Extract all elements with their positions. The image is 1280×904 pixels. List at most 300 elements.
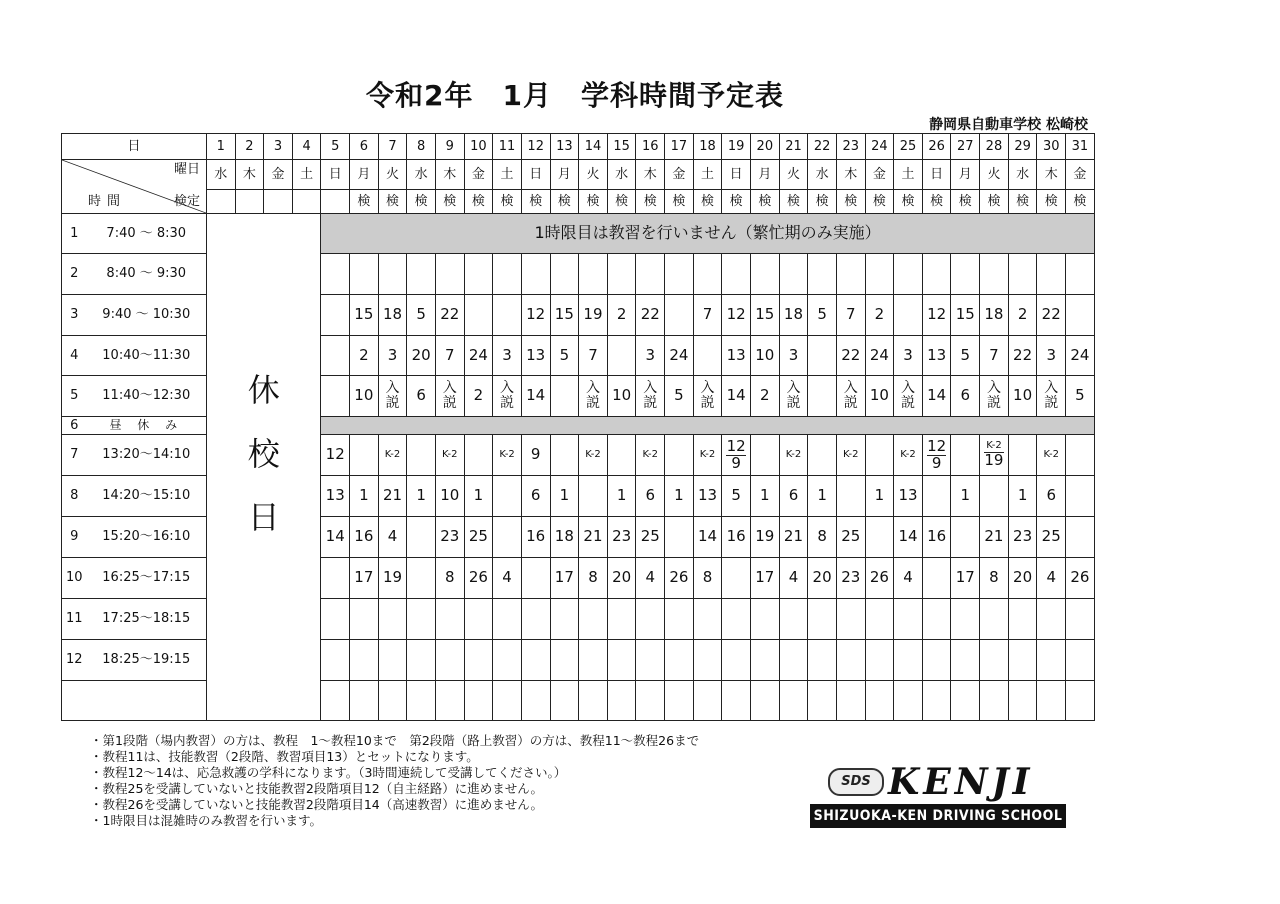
schedule-cell — [922, 681, 951, 721]
schedule-cell — [693, 336, 722, 376]
schedule-cell: 2 — [751, 376, 780, 417]
schedule-cell: 15 — [350, 295, 379, 336]
period-number: 9 — [62, 517, 87, 558]
schedule-cell: 2 — [350, 336, 379, 376]
cell-text: 説 — [700, 395, 715, 411]
schedule-cell: 6 — [1037, 476, 1066, 517]
weekday: 金 — [264, 160, 293, 190]
schedule-cell — [779, 640, 808, 681]
schedule-cell: 14 — [922, 376, 951, 417]
schedule-cell: 6 — [521, 476, 550, 517]
weekday: 水 — [407, 160, 436, 190]
period-time: 18:25～19:15 — [87, 640, 207, 681]
schedule-cell — [865, 599, 894, 640]
schedule-cell-split — [722, 435, 751, 476]
schedule-cell: 22 — [636, 295, 665, 336]
schedule-cell: 16 — [350, 517, 379, 558]
schedule-cell: 22 — [1008, 336, 1037, 376]
kentei-mark: 検 — [922, 190, 951, 214]
schedule-cell: 25 — [1037, 517, 1066, 558]
schedule-cell — [808, 681, 837, 721]
schedule-cell — [665, 681, 694, 721]
schedule-cell: 13 — [693, 476, 722, 517]
schedule-cell — [836, 681, 865, 721]
period-time: 8:40 ～ 9:30 — [87, 254, 207, 295]
schedule-cell — [665, 517, 694, 558]
schedule-cell — [579, 640, 608, 681]
cell-upper: 12 — [726, 436, 746, 455]
schedule-cell: 12 — [722, 295, 751, 336]
schedule-cell — [550, 599, 579, 640]
schedule-cell: K-2 — [636, 435, 665, 476]
weekday: 土 — [292, 160, 321, 190]
schedule-cell — [1008, 254, 1037, 295]
schedule-cell: 3 — [493, 336, 522, 376]
schedule-cell — [865, 640, 894, 681]
period-number — [62, 681, 87, 721]
schedule-cell — [579, 476, 608, 517]
schedule-cell — [1037, 681, 1066, 721]
day-number: 9 — [435, 134, 464, 160]
kentei-mark: 検 — [464, 190, 493, 214]
cell-text: 入 — [700, 380, 715, 397]
schedule-cell — [579, 599, 608, 640]
kentei-mark — [292, 190, 321, 214]
schedule-cell: 18 — [779, 295, 808, 336]
cell-text: 入 — [786, 380, 801, 397]
schedule-cell — [922, 640, 951, 681]
schedule-cell — [665, 295, 694, 336]
weekday: 水 — [1008, 160, 1037, 190]
schedule-cell: 5 — [665, 376, 694, 417]
schedule-cell — [894, 254, 923, 295]
schedule-cell — [550, 640, 579, 681]
schedule-cell — [350, 435, 379, 476]
kentei-mark — [264, 190, 293, 214]
note-item: ・第1段階（場内教習）の方は、教程 1～教程10まで 第2段階（路上教習）の方は、教程11～教程26まで — [90, 733, 700, 748]
period-time: 13:20～14:10 — [87, 435, 207, 476]
schedule-cell: 26 — [1066, 558, 1095, 599]
cell-text: 入 — [385, 380, 400, 397]
logo-kenji-text: KENJI — [888, 761, 1034, 803]
schedule-cell: 18 — [378, 295, 407, 336]
schedule-cell — [1008, 640, 1037, 681]
schedule-cell: 5 — [951, 336, 980, 376]
schedule-cell — [836, 254, 865, 295]
schedule-cell: 23 — [836, 558, 865, 599]
schedule-cell — [808, 336, 837, 376]
day-number: 21 — [779, 134, 808, 160]
schedule-cell: K-2 — [894, 435, 923, 476]
schedule-cell — [607, 435, 636, 476]
schedule-cell — [922, 254, 951, 295]
day-number: 1 — [207, 134, 236, 160]
weekday: 土 — [693, 160, 722, 190]
day-number: 5 — [321, 134, 350, 160]
schedule-cell: 23 — [435, 517, 464, 558]
period-number: 7 — [62, 435, 87, 476]
schedule-cell — [722, 599, 751, 640]
kentei-mark: 検 — [493, 190, 522, 214]
schedule-cell: 10 — [751, 336, 780, 376]
schedule-cell — [1066, 599, 1095, 640]
schedule-cell: 7 — [980, 336, 1009, 376]
schedule-cell — [779, 254, 808, 295]
schedule-cell: 4 — [378, 517, 407, 558]
schedule-cell: 17 — [751, 558, 780, 599]
cell-text: 説 — [901, 395, 916, 411]
schedule-cell: 14 — [894, 517, 923, 558]
closed-days-cell — [207, 214, 321, 721]
day-number: 26 — [922, 134, 951, 160]
schedule-cell — [407, 435, 436, 476]
kentei-mark: 検 — [350, 190, 379, 214]
schedule-cell: K-2 — [378, 435, 407, 476]
schedule-cell — [922, 599, 951, 640]
notes-list — [90, 733, 699, 829]
schedule-cell — [808, 640, 837, 681]
schedule-cell — [751, 681, 780, 721]
weekday: 月 — [951, 160, 980, 190]
kentei-mark: 検 — [550, 190, 579, 214]
kentei-mark: 検 — [1008, 190, 1037, 214]
weekday-label: 曜日 — [174, 162, 201, 177]
schedule-cell — [407, 254, 436, 295]
schedule-cell: 8 — [579, 558, 608, 599]
kentei-mark: 検 — [980, 190, 1009, 214]
schedule-cell: 20 — [808, 558, 837, 599]
kentei-mark — [235, 190, 264, 214]
schedule-cell: 4 — [636, 558, 665, 599]
day-number: 3 — [264, 134, 293, 160]
schedule-cell — [951, 681, 980, 721]
cell-text: 入 — [585, 380, 600, 397]
cell-text: 入 — [901, 380, 916, 397]
schedule-cell: 22 — [1037, 295, 1066, 336]
schedule-cell — [378, 254, 407, 295]
schedule-cell: 3 — [636, 336, 665, 376]
schedule-cell — [836, 640, 865, 681]
header-diagonal-cell — [62, 160, 207, 214]
weekday: 月 — [350, 160, 379, 190]
schedule-cell: 14 — [693, 517, 722, 558]
weekday: 火 — [779, 160, 808, 190]
schedule-cell: 1 — [1008, 476, 1037, 517]
schedule-cell-nyusetsu — [836, 376, 865, 417]
day-number: 18 — [693, 134, 722, 160]
schedule-cell — [951, 599, 980, 640]
kentei-mark: 検 — [808, 190, 837, 214]
schedule-cell — [808, 435, 837, 476]
schedule-cell-nyusetsu — [894, 376, 923, 417]
schedule-cell — [321, 558, 350, 599]
schedule-cell — [378, 640, 407, 681]
cell-text: 説 — [385, 395, 400, 411]
cell-text: 入 — [500, 380, 515, 397]
schedule-cell — [1066, 640, 1095, 681]
schedule-cell — [321, 640, 350, 681]
schedule-cell: K-2 — [1037, 435, 1066, 476]
schedule-cell: 4 — [779, 558, 808, 599]
note-item: ・教程26を受講していないと技能教習2段階項目14（高速教習）に進めません。 — [90, 797, 544, 812]
schedule-cell: 23 — [607, 517, 636, 558]
schedule-cell — [836, 599, 865, 640]
schedule-cell: 13 — [521, 336, 550, 376]
kentei-mark — [321, 190, 350, 214]
cell-text: 入 — [843, 380, 858, 397]
day-number: 15 — [607, 134, 636, 160]
schedule-cell — [464, 681, 493, 721]
cell-text: 説 — [986, 395, 1001, 411]
cell-upper: 12 — [927, 436, 947, 455]
schedule-table — [61, 133, 1095, 721]
note-item: ・教程11は、技能教習（2段階、教習項目13）とセットになります。 — [90, 749, 479, 764]
schedule-cell — [1008, 599, 1037, 640]
schedule-cell: 8 — [435, 558, 464, 599]
weekday: 日 — [521, 160, 550, 190]
schedule-cell: K-2 — [579, 435, 608, 476]
schedule-cell: 12 — [521, 295, 550, 336]
schedule-cell — [493, 254, 522, 295]
weekday: 土 — [894, 160, 923, 190]
schedule-cell: 6 — [636, 476, 665, 517]
schedule-cell: 4 — [493, 558, 522, 599]
schedule-cell — [550, 254, 579, 295]
weekday: 日 — [321, 160, 350, 190]
schedule-cell-split — [922, 435, 951, 476]
schedule-cell — [550, 435, 579, 476]
cell-text: 入 — [986, 380, 1001, 397]
schedule-cell — [951, 254, 980, 295]
day-number: 28 — [980, 134, 1009, 160]
schedule-cell — [493, 640, 522, 681]
schedule-cell: 14 — [722, 376, 751, 417]
schedule-cell — [579, 681, 608, 721]
weekday: 火 — [980, 160, 1009, 190]
schedule-cell — [350, 254, 379, 295]
schedule-cell — [521, 599, 550, 640]
schedule-cell: 17 — [350, 558, 379, 599]
schedule-cell: 6 — [407, 376, 436, 417]
period-number: 1 — [62, 214, 87, 254]
schedule-cell — [722, 640, 751, 681]
period-number: 12 — [62, 640, 87, 681]
schedule-cell-nyusetsu — [579, 376, 608, 417]
day-number: 13 — [550, 134, 579, 160]
schedule-cell — [1008, 681, 1037, 721]
schedule-cell — [321, 681, 350, 721]
weekday: 火 — [579, 160, 608, 190]
schedule-cell: 7 — [836, 295, 865, 336]
schedule-cell — [435, 681, 464, 721]
kentei-mark: 検 — [521, 190, 550, 214]
closed-day-char: 休 — [247, 371, 280, 409]
schedule-cell — [636, 640, 665, 681]
schedule-cell-nyusetsu — [435, 376, 464, 417]
lunch-band — [321, 417, 1094, 435]
schedule-cell — [1066, 476, 1095, 517]
schedule-cell: K-2 — [836, 435, 865, 476]
schedule-cell — [894, 599, 923, 640]
schedule-cell — [865, 435, 894, 476]
kentei-mark: 検 — [378, 190, 407, 214]
schedule-cell — [980, 599, 1009, 640]
period-number: 3 — [62, 295, 87, 336]
period-number: 2 — [62, 254, 87, 295]
kentei-mark: 検 — [407, 190, 436, 214]
schedule-cell — [693, 599, 722, 640]
schedule-cell — [1066, 681, 1095, 721]
schedule-cell — [779, 681, 808, 721]
schedule-cell — [607, 640, 636, 681]
day-number: 6 — [350, 134, 379, 160]
schedule-cell: 10 — [435, 476, 464, 517]
schedule-cell — [521, 254, 550, 295]
schedule-cell: 2 — [464, 376, 493, 417]
day-number: 4 — [292, 134, 321, 160]
schedule-cell: 9 — [521, 435, 550, 476]
schedule-cell: 25 — [836, 517, 865, 558]
note-item: ・教程25を受講していないと技能教習2段階項目12（自主経路）に進めません。 — [90, 781, 544, 796]
schedule-cell: 26 — [464, 558, 493, 599]
kentei-mark: 検 — [579, 190, 608, 214]
schedule-cell: 18 — [980, 295, 1009, 336]
schedule-cell — [1066, 295, 1095, 336]
school-name: 静岡県自動車学校 松崎校 — [929, 117, 1088, 133]
schedule-cell: 15 — [550, 295, 579, 336]
schedule-cell: 26 — [665, 558, 694, 599]
weekday: 水 — [207, 160, 236, 190]
cell-text: 説 — [442, 395, 457, 411]
schedule-cell: 21 — [980, 517, 1009, 558]
schedule-cell: 10 — [1008, 376, 1037, 417]
schedule-cell — [407, 640, 436, 681]
day-number: 23 — [836, 134, 865, 160]
schedule-cell — [894, 681, 923, 721]
schedule-cell: 1 — [607, 476, 636, 517]
schedule-cell: 5 — [808, 295, 837, 336]
schedule-cell: 5 — [722, 476, 751, 517]
day-number: 25 — [894, 134, 923, 160]
schedule-cell-nyusetsu — [378, 376, 407, 417]
schedule-cell-nyusetsu — [980, 376, 1009, 417]
schedule-cell: 1 — [665, 476, 694, 517]
schedule-cell — [808, 254, 837, 295]
kentei-mark: 検 — [1066, 190, 1095, 214]
schedule-cell — [493, 599, 522, 640]
schedule-cell: 7 — [579, 336, 608, 376]
schedule-cell: 12 — [922, 295, 951, 336]
schedule-cell: 13 — [922, 336, 951, 376]
schedule-cell: 3 — [894, 336, 923, 376]
closed-day-char: 日 — [247, 498, 280, 537]
schedule-cell — [321, 336, 350, 376]
day-number: 30 — [1037, 134, 1066, 160]
schedule-cell: 1 — [951, 476, 980, 517]
schedule-cell — [865, 517, 894, 558]
schedule-cell — [350, 640, 379, 681]
schedule-cell: 16 — [922, 517, 951, 558]
schedule-cell: 23 — [1008, 517, 1037, 558]
day-number: 17 — [665, 134, 694, 160]
weekday: 金 — [865, 160, 894, 190]
schedule-cell — [836, 476, 865, 517]
logo-school-bar: SHIZUOKA-KEN DRIVING SCHOOL — [810, 804, 1066, 828]
schedule-cell: 17 — [951, 558, 980, 599]
schedule-cell: 1 — [464, 476, 493, 517]
weekday: 金 — [1066, 160, 1095, 190]
schedule-cell: 20 — [1008, 558, 1037, 599]
cell-lower: 9 — [931, 453, 942, 472]
schedule-cell — [951, 640, 980, 681]
period-time: 9:40 ～ 10:30 — [87, 295, 207, 336]
schedule-cell — [464, 599, 493, 640]
sds-emblem: SDS — [828, 768, 884, 796]
schedule-cell — [636, 681, 665, 721]
schedule-cell: 22 — [836, 336, 865, 376]
schedule-cell — [865, 681, 894, 721]
kentei-mark: 検 — [665, 190, 694, 214]
weekday: 月 — [751, 160, 780, 190]
schedule-cell — [607, 336, 636, 376]
schedule-cell: 4 — [1037, 558, 1066, 599]
period-number: 6 — [62, 417, 87, 435]
schedule-cell: 14 — [321, 517, 350, 558]
note-item: ・1時限目は混雑時のみ教習を行います。 — [90, 813, 322, 828]
schedule-cell — [894, 295, 923, 336]
kentei-mark: 検 — [894, 190, 923, 214]
period-number: 5 — [62, 376, 87, 417]
weekday: 土 — [493, 160, 522, 190]
schedule-cell-nyusetsu — [493, 376, 522, 417]
cell-text: 説 — [786, 395, 801, 411]
schedule-cell — [350, 599, 379, 640]
schedule-cell — [435, 599, 464, 640]
schedule-cell — [751, 599, 780, 640]
kentei-mark — [207, 190, 236, 214]
cell-lower: 19 — [984, 450, 1004, 469]
schedule-cell — [464, 640, 493, 681]
day-number: 14 — [579, 134, 608, 160]
kentei-mark: 検 — [1037, 190, 1066, 214]
schedule-cell-nyusetsu — [693, 376, 722, 417]
schedule-cell — [350, 681, 379, 721]
schedule-cell — [493, 295, 522, 336]
day-number: 24 — [865, 134, 894, 160]
day-number: 27 — [951, 134, 980, 160]
schedule-cell: 7 — [435, 336, 464, 376]
day-number: 20 — [751, 134, 780, 160]
schedule-cell — [751, 640, 780, 681]
schedule-cell: 24 — [665, 336, 694, 376]
weekday: 月 — [550, 160, 579, 190]
schedule-cell — [665, 599, 694, 640]
schedule-cell: 8 — [980, 558, 1009, 599]
schedule-cell: 15 — [951, 295, 980, 336]
schedule-cell: 24 — [865, 336, 894, 376]
schedule-cell — [407, 517, 436, 558]
schedule-cell: 6 — [951, 376, 980, 417]
kentei-mark: 検 — [636, 190, 665, 214]
cell-text: 説 — [843, 395, 858, 411]
schedule-cell — [1008, 435, 1037, 476]
schedule-cell — [407, 681, 436, 721]
schedule-cell — [751, 254, 780, 295]
schedule-cell — [922, 558, 951, 599]
schedule-cell — [521, 558, 550, 599]
schedule-cell: 19 — [378, 558, 407, 599]
schedule-cell — [321, 295, 350, 336]
